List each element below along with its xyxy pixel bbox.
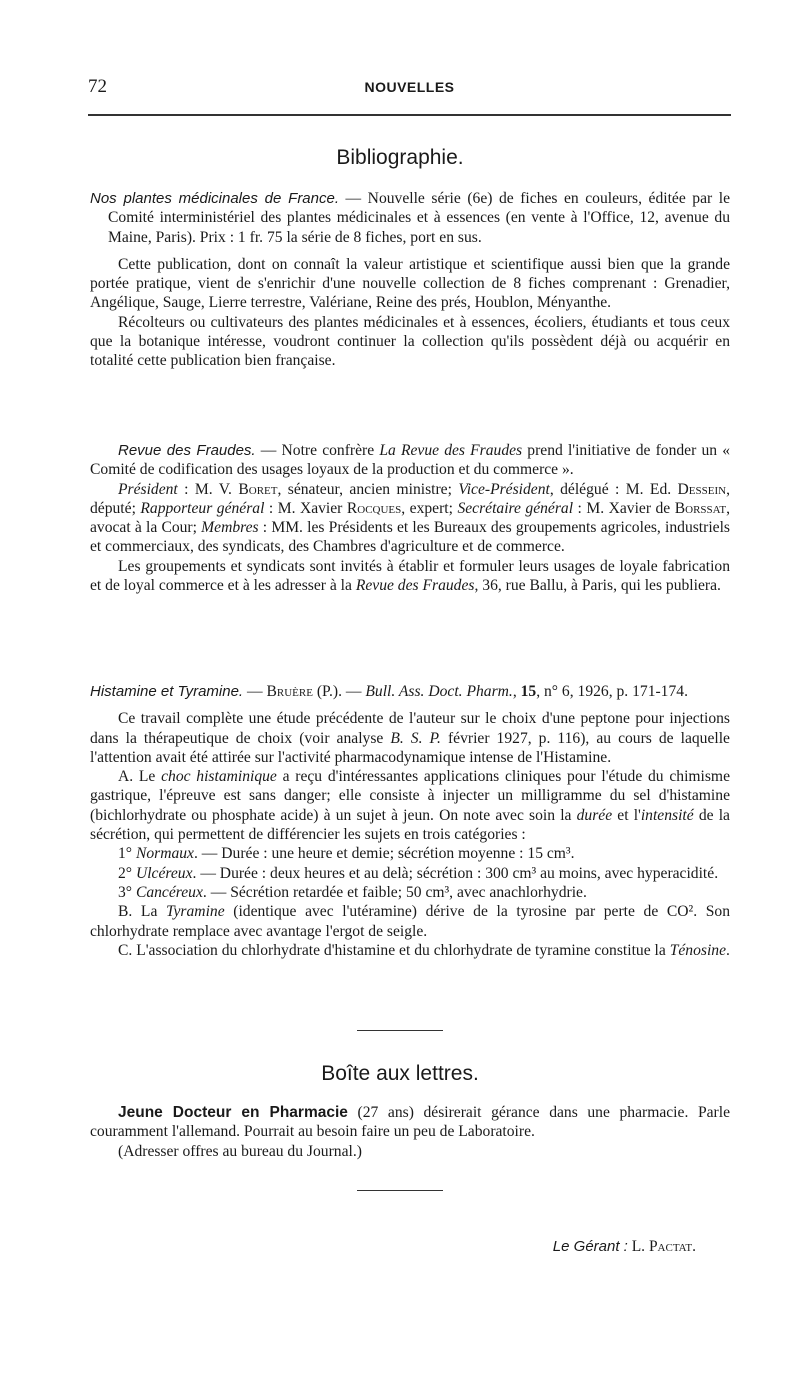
entry-text: : MM. les Présidents et les Bureaux des groupements agricoles, industriels et commerciaux, des syndicats, des Chambres d'agriculture et de commerce.	[90, 519, 730, 556]
entry-histamine-tyramine	[90, 682, 730, 960]
signature-label: Le Gérant :	[552, 1238, 628, 1255]
entry-text: : M. Xavier	[264, 499, 347, 517]
category-name: Ulcéreux	[135, 864, 193, 882]
entry-text: ,	[512, 683, 521, 700]
header-rule	[88, 114, 731, 116]
section-divider	[357, 1030, 443, 1031]
entry-text: , sénateur, ancien ministre;	[277, 480, 459, 498]
section-title-bibliographie: Bibliographie.	[336, 146, 464, 169]
role-label: Président	[118, 480, 178, 498]
entry-text: B. La	[118, 903, 166, 921]
entry-text: février 1927, p. 116), au cours de laquelle l'attention avait été attirée sur l'activité pharmacodynamique intense de l'Histamine.	[90, 729, 730, 766]
role-label: Membres	[201, 519, 259, 537]
category-item	[90, 883, 730, 902]
journal-name: La Revue des Fraudes	[379, 442, 523, 459]
person-name: Boret	[238, 480, 278, 498]
journal-name: Bull. Ass. Doct. Pharm.	[365, 683, 513, 700]
entry-text: , député;	[90, 480, 730, 517]
entry-body	[90, 941, 730, 960]
page-number: 72	[88, 76, 107, 97]
role-label: Vice-Président	[458, 480, 550, 498]
entry-text: , 36, rue Ballu, à Paris, qui les publiera.	[474, 577, 721, 595]
entry-text: : M. Xavier de	[573, 499, 675, 517]
entry-text: de la sécrétion, qui permettent de différencier les sujets en trois catégories :	[90, 806, 730, 844]
entry-text: (identique avec l'utéramine) dérive de la tyrosine par perte de CO². Son chlorhydrate remplace avec avantage l'ergot de seigle.	[90, 903, 730, 940]
category-item	[90, 844, 730, 863]
entry-dash: —	[243, 683, 267, 700]
signature-text: L.	[627, 1238, 649, 1255]
entry-body: Récolteurs ou cultivateurs des plantes médicinales et à essences, écoliers, étudiants et tous ceux que la botanique intéresse, voudront continuer la collection qu'ils possèdent déjà ou acquérir en totalité cette publication bien française.	[90, 313, 730, 370]
entry-text: . — Durée : une heure et demie; sécrétion moyenne : 15 cm³.	[193, 845, 575, 863]
signature-line	[553, 1238, 696, 1256]
person-name: Rocques	[346, 499, 402, 517]
entry-text: Ce travail complète une étude précédente de l'auteur sur le choix d'une peptone pour injections dans la thérapeutique de choix (voir analyse	[90, 710, 730, 747]
section-divider	[357, 1190, 443, 1191]
ad-contact: (Adresser offres au bureau du Journal.)	[118, 1142, 362, 1160]
entry-text: . — Durée : deux heures et au delà; sécrétion : 300 cm³ au moins, avec hyperacidité.	[192, 864, 719, 882]
emphasis-term: intensité	[640, 806, 694, 824]
entry-text: : M. V.	[177, 480, 239, 498]
entry-text: et l'	[612, 806, 641, 824]
category-name: Cancéreux	[135, 883, 203, 901]
entry-text: C. L'association du chlorhydrate d'histamine et du chlorhydrate de tyramine constitue la	[118, 941, 670, 959]
volume-number: 15	[520, 683, 537, 700]
role-label: Secrétaire général	[457, 499, 574, 517]
ad-title: Jeune Docteur en Pharmacie	[118, 1104, 348, 1121]
ad-text: (27 ans) désirerait gérance dans une pharmacie. Parle couramment l'allemand. Pourrait au besoin faire un peu de Laboratoire.	[90, 1104, 730, 1141]
entry-body	[90, 557, 730, 596]
entry-heading-paragraph	[90, 682, 730, 701]
entry-dash: — Notre confrère	[255, 442, 380, 459]
category-item	[90, 864, 730, 883]
person-name: Dessein	[677, 480, 727, 498]
entry-body	[90, 902, 730, 941]
entry-text: 2°	[118, 864, 136, 882]
entry-lead: prend l'initiative de fonder un « Comité de codification des usages loyaux de la production et du commerce ».	[90, 442, 730, 479]
entry-text: . — Sécrétion retardée et faible; 50 cm³, avec anachlorhydrie.	[202, 883, 587, 901]
journal-name: B. S. P.	[390, 729, 441, 747]
signature-name: Pactat.	[648, 1238, 696, 1255]
entry-title: Revue des Fraudes.	[118, 442, 256, 459]
entry-heading-paragraph	[90, 441, 730, 480]
entry-text: , n° 6, 1926, p. 171-174.	[536, 683, 688, 700]
entry-text: , avocat à la Cour;	[90, 499, 730, 537]
entry-text: , délégué : M. Ed.	[549, 480, 678, 498]
running-head: NOUVELLES	[364, 79, 455, 95]
category-name: Normaux	[135, 845, 194, 863]
entry-title: Nos plantes médicinales de France.	[90, 190, 340, 207]
emphasis-term: Tyramine	[166, 903, 225, 921]
entry-title: Histamine et Tyramine.	[90, 683, 244, 700]
entry-text: 1°	[118, 845, 136, 863]
entry-text: A. Le	[118, 768, 162, 786]
person-name: Borssat	[674, 499, 727, 517]
emphasis-term: choc histaminique	[161, 768, 277, 786]
entry-body	[90, 480, 730, 557]
entry-revue-des-fraudes	[90, 441, 730, 595]
author-name: Bruère	[266, 683, 313, 700]
entry-text: .	[726, 941, 730, 959]
role-label: Rapporteur général	[140, 499, 265, 517]
entry-text: Les groupements et syndicats sont invités à établir et formuler leurs usages de loyale fabrication et de loyal commerce et à les adresser à la	[90, 557, 730, 595]
emphasis-term: Ténosine	[669, 941, 726, 959]
emphasis-term: durée	[576, 806, 613, 824]
entry-body: Cette publication, dont on connaît la valeur artistique et scientifique aussi bien que la grande portée pratique, vient de s'enrichir d'une nouvelle collection de 8 fiches comprenant : Grenadier, Angélique, Sauge, Lierre terrestre, Valériane, Reine des prés, Houblon, Ményanthe.	[90, 255, 730, 312]
entry-text: 3°	[118, 883, 136, 901]
entry-plantes-medicinales	[90, 189, 730, 371]
section-title-boite-aux-lettres: Boîte aux lettres.	[321, 1062, 479, 1085]
entry-heading-paragraph	[90, 189, 730, 247]
entry-text: , expert;	[401, 499, 458, 517]
ad-body	[90, 1103, 730, 1142]
journal-name: Revue des Fraudes	[355, 577, 475, 595]
entry-text: a reçu d'intéressantes applications cliniques pour l'étude du chimisme gastrique, l'épreuve est sans danger; elle consiste à injecter un milligramme du sel d'histamine (bichlorhydrate ou phosphate acide) à un sujet à jeun. On note avec soin la	[90, 768, 730, 824]
entry-text: (P.). —	[312, 683, 366, 700]
entry-lead: — Nouvelle série (6e) de fiches en couleurs, éditée par le Comité interministériel des plantes médicinales et à essences (en vente à l'Office, 12, avenue du Maine, Paris). Prix : 1 fr. 75 la série de 8 fiches, port en sus.	[108, 190, 730, 246]
classified-ad	[90, 1103, 730, 1161]
entry-body	[90, 767, 730, 844]
entry-body	[90, 709, 730, 767]
page-header	[88, 76, 731, 100]
